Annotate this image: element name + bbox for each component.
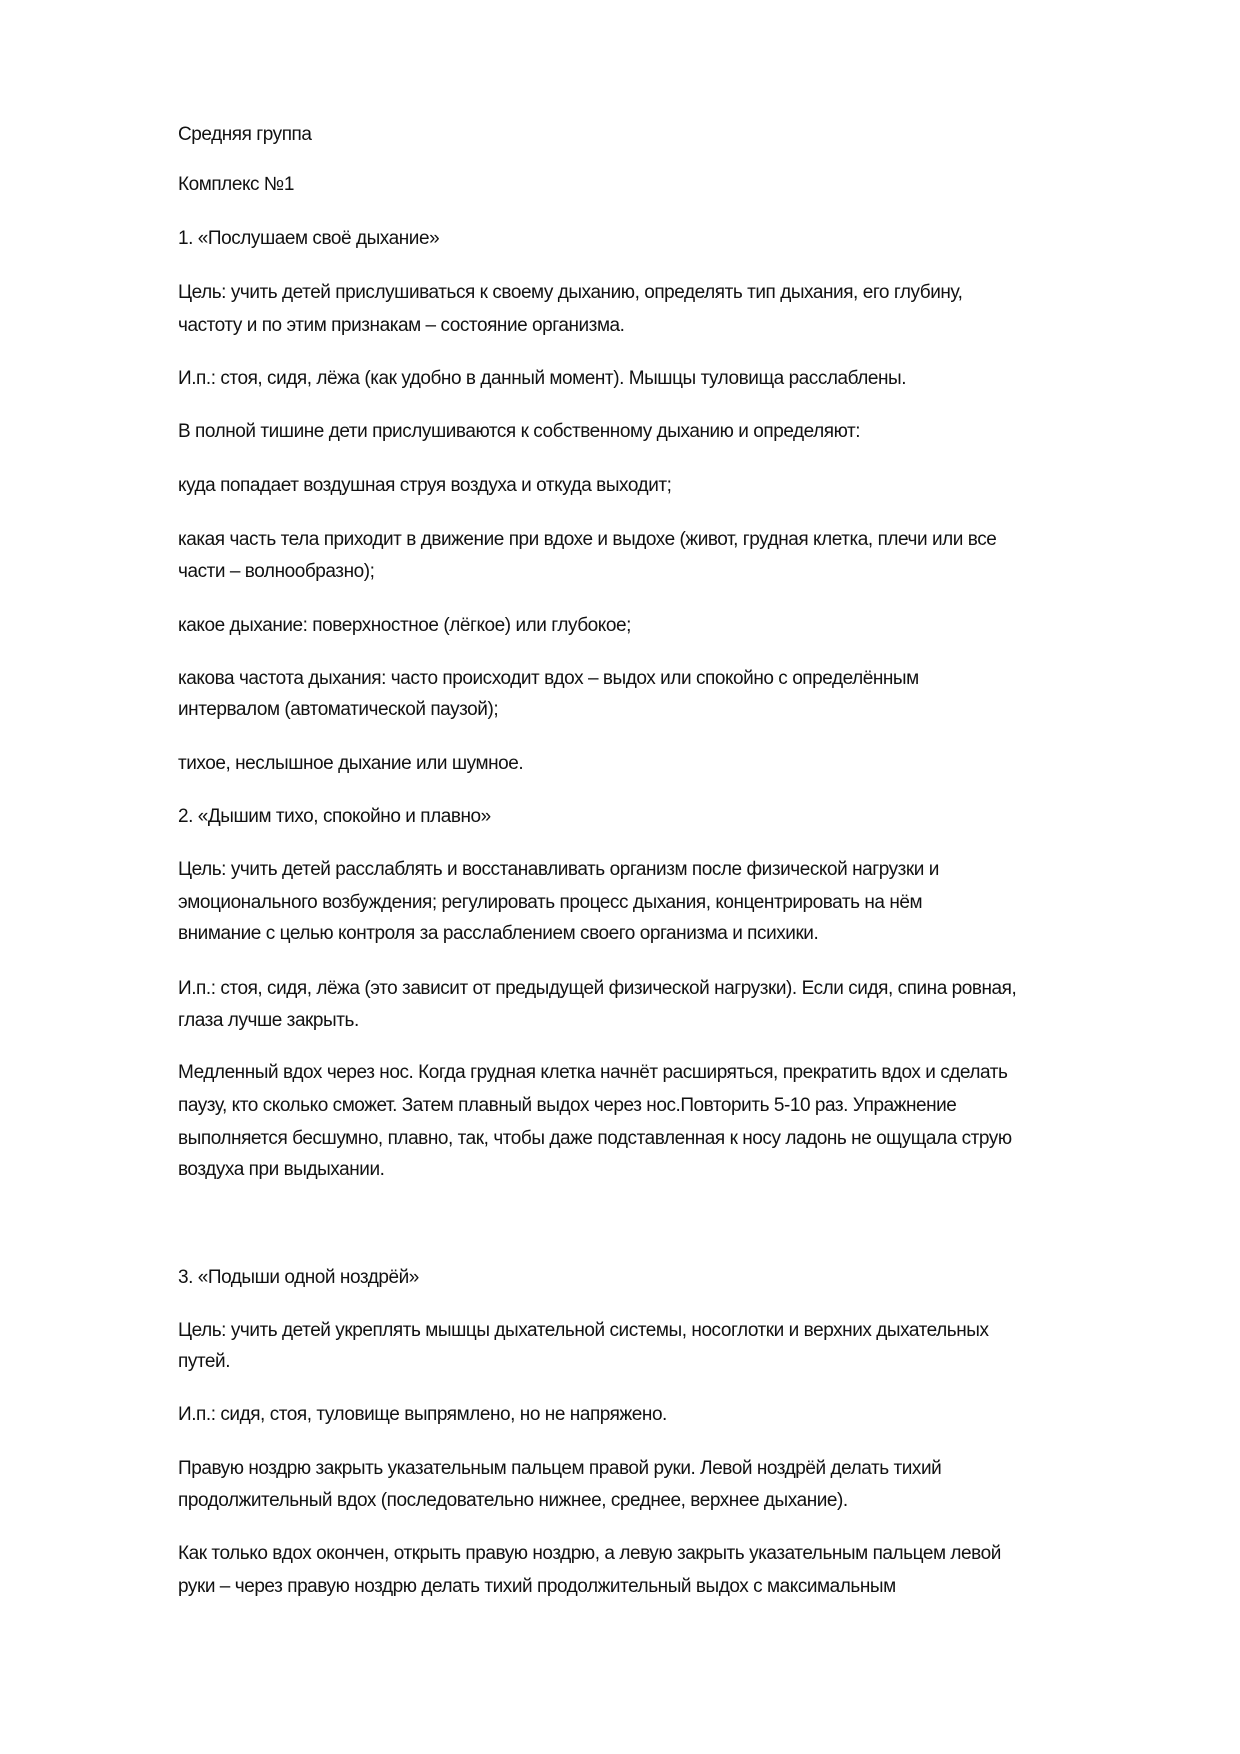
exercise-1-item: какова частота дыхания: часто происходит вдох – выдох или спокойно с определённым xyxy=(178,668,919,689)
exercise-1-intro: В полной тишине дети прислушиваются к собственному дыханию и определяют: xyxy=(178,421,861,442)
exercise-2-body: выполняется бесшумно, плавно, так, чтобы даже подставленная к носу ладонь не ощущала струю xyxy=(178,1128,1012,1149)
exercise-3-goal: Цель: учить детей укреплять мышцы дыхательной системы, носоглотки и верхних дыхательных xyxy=(178,1320,989,1341)
exercise-2-body: паузу, кто сколько сможет. Затем плавный выдох через нос.Повторить 5-10 раз. Упражнение xyxy=(178,1095,957,1116)
exercise-1-item: интервалом (автоматической паузой); xyxy=(178,699,499,720)
exercise-2-start-position: И.п.: стоя, сидя, лёжа (это зависит от предыдущей физической нагрузки). Если сидя, спина ровная, xyxy=(178,978,1017,999)
exercise-1-goal: частоту и по этим признакам – состояние организма. xyxy=(178,315,625,336)
exercise-3-start-position: И.п.: сидя, стоя, туловище выпрямлено, но не напряжено. xyxy=(178,1404,667,1425)
exercise-1-item: куда попадает воздушная струя воздуха и откуда выходит; xyxy=(178,475,672,496)
exercise-1-start-position: И.п.: стоя, сидя, лёжа (как удобно в данный момент). Мышцы туловища расслаблены. xyxy=(178,368,907,389)
exercise-2-body: Медленный вдох через нос. Когда грудная клетка начнёт расширяться, прекратить вдох и сделать xyxy=(178,1062,1008,1083)
exercise-2-goal: Цель: учить детей расслаблять и восстанавливать организм после физической нагрузки и xyxy=(178,859,939,880)
exercise-3-paragraph: Как только вдох окончен, открыть правую ноздрю, а левую закрыть указательным пальцем левой xyxy=(178,1543,1001,1564)
group-heading: Средняя группа xyxy=(178,124,312,145)
exercise-3-paragraph: продолжительный вдох (последовательно нижнее, среднее, верхнее дыхание). xyxy=(178,1490,848,1511)
exercise-1-item: какое дыхание: поверхностное (лёгкое) или глубокое; xyxy=(178,615,631,636)
exercise-2-goal: внимание с целью контроля за расслаблением своего организма и психики. xyxy=(178,923,819,944)
exercise-3-paragraph: Правую ноздрю закрыть указательным пальцем правой руки. Левой ноздрёй делать тихий xyxy=(178,1458,942,1479)
exercise-1-goal: Цель: учить детей прислушиваться к своему дыханию, определять тип дыхания, его глубину, xyxy=(178,282,963,303)
complex-heading: Комплекс №1 xyxy=(178,174,294,195)
exercise-2-goal: эмоционального возбуждения; регулировать процесс дыхания, концентрировать на нём xyxy=(178,892,923,913)
exercise-1-item: части – волнообразно); xyxy=(178,561,375,582)
exercise-2-body: воздуха при выдыхании. xyxy=(178,1159,385,1180)
exercise-1-item: тихое, неслышное дыхание или шумное. xyxy=(178,753,524,774)
exercise-1-title: 1. «Послушаем своё дыхание» xyxy=(178,228,440,249)
exercise-2-title: 2. «Дышим тихо, спокойно и плавно» xyxy=(178,806,491,827)
exercise-3-title: 3. «Подыши одной ноздрёй» xyxy=(178,1267,419,1288)
exercise-3-goal: путей. xyxy=(178,1351,231,1372)
exercise-3-paragraph: руки – через правую ноздрю делать тихий продолжительный выдох с максимальным xyxy=(178,1576,896,1597)
exercise-2-start-position: глаза лучше закрыть. xyxy=(178,1010,359,1031)
exercise-1-item: какая часть тела приходит в движение при вдохе и выдохе (живот, грудная клетка, плечи или все xyxy=(178,529,997,550)
